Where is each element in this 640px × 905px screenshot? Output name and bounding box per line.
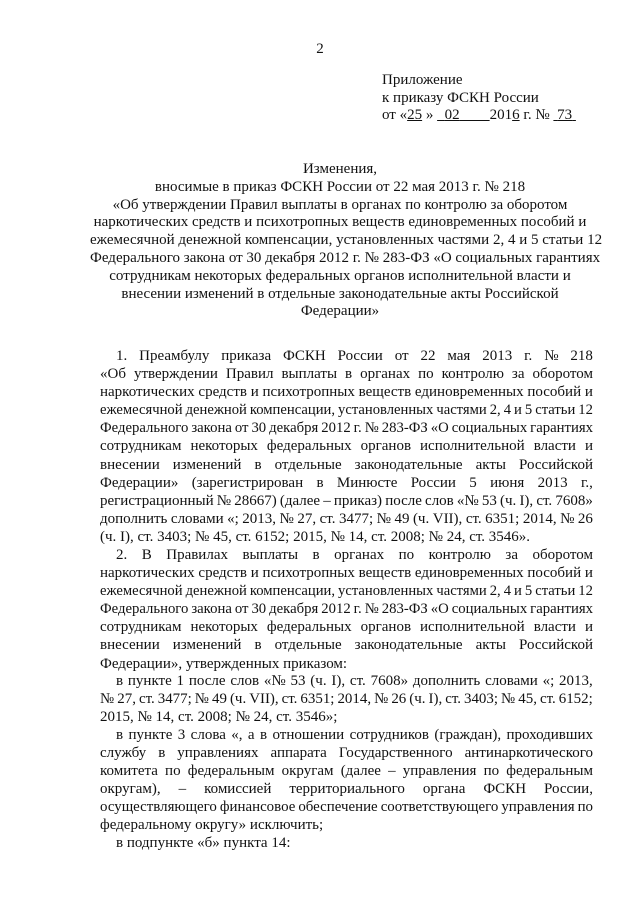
word: и: [584, 619, 593, 636]
header-line: вносимые в приказ ФСКН России от 22 мая 2013 г. № 218: [154, 178, 526, 195]
text-line: 2015, № 14, ст. 2008; № 24, ст. 3546»;: [100, 709, 338, 726]
word: ст.: [445, 691, 461, 708]
word: 5: [524, 402, 533, 419]
word: единовременных: [414, 565, 524, 582]
word: Правилах: [166, 547, 228, 563]
word: дополнить: [412, 673, 481, 689]
word: и: [250, 565, 259, 582]
date-year-prefix: 201: [489, 107, 513, 123]
word: в: [316, 474, 324, 491]
word: (зарегистрирован: [191, 474, 304, 491]
word: управления: [501, 799, 575, 816]
word: частями: [436, 402, 487, 419]
word: денежной: [185, 583, 247, 600]
text-line: [100, 419, 593, 437]
word: «Об: [100, 366, 126, 383]
text-line: [100, 600, 593, 618]
word: средств: [198, 384, 247, 401]
word: ст.: [281, 691, 298, 708]
word: приказ): [333, 492, 383, 509]
word: Российской: [519, 456, 593, 473]
order-number: 73: [557, 107, 573, 123]
word: оборотом: [532, 366, 593, 383]
word: (ч.: [500, 492, 517, 509]
word: 2013: [537, 474, 568, 491]
word: VII),: [249, 691, 279, 708]
word: ФСКН: [483, 781, 527, 798]
word: аппарата: [270, 745, 327, 762]
word: №: [216, 492, 232, 509]
word: 53: [290, 673, 306, 689]
word: пункте: [127, 673, 172, 689]
word: 6351;: [485, 510, 520, 527]
word: денежной: [185, 402, 247, 419]
date-year-suffix: 6: [512, 107, 520, 123]
text-line: федеральному округу» исключить;: [100, 817, 324, 834]
word: 27,: [117, 691, 136, 708]
paragraph-5: [100, 834, 593, 852]
date-mid: »: [422, 107, 438, 123]
text-line: [100, 690, 593, 708]
word: –: [178, 781, 187, 798]
word: 2,: [489, 583, 501, 600]
word: регистрационный: [100, 492, 214, 509]
word: в: [158, 745, 166, 762]
date-year-tail: г. №: [519, 107, 554, 123]
word: 2.: [116, 547, 128, 563]
word: по: [165, 763, 181, 780]
word: а: [247, 727, 255, 743]
word: отдельные: [274, 456, 342, 473]
word: I),: [428, 691, 443, 708]
text-line: Федерации», утвержденных приказом:: [100, 655, 348, 672]
word: 7608»: [555, 492, 593, 509]
word: закона: [191, 601, 232, 618]
word: 2,: [489, 402, 501, 419]
word: изменений: [172, 456, 242, 473]
word: №: [544, 348, 559, 364]
word: антинаркотического: [464, 745, 593, 762]
word: от: [234, 601, 249, 618]
word: словами: [485, 673, 538, 689]
word: сотрудникам: [100, 619, 182, 636]
word: 53: [481, 492, 497, 509]
word: ежемесячной: [100, 583, 183, 600]
word: в: [345, 366, 353, 383]
word: по: [418, 366, 434, 383]
page-number: 2: [316, 41, 324, 57]
word: №: [364, 420, 379, 437]
word: социальных: [451, 601, 528, 618]
word: 26: [577, 510, 593, 527]
word: и: [250, 384, 259, 401]
text-line: (ч. I), ст. 3403; № 45, ст. 6152; 2015, № 14, ст. 2008; № 24, ст. 3546».: [100, 528, 531, 545]
word: «;: [542, 673, 555, 689]
word: обеспечение: [298, 799, 378, 816]
word: Федерального: [100, 420, 189, 437]
word: 7608»: [370, 673, 409, 689]
word: 2013,: [242, 510, 277, 527]
word: ст.: [319, 510, 336, 527]
text-line: [100, 546, 593, 564]
word: «;: [227, 510, 239, 527]
word: 6351;: [300, 691, 335, 708]
word: 1: [176, 673, 185, 689]
word: (ч.: [412, 510, 430, 527]
word: (далее: [340, 763, 381, 780]
word: средств: [198, 565, 247, 582]
header-line: Федерального закона от 30 декабря 2012 г. № 283-ФЗ «О социальных гарантиях: [90, 249, 601, 266]
text-line: [100, 401, 593, 419]
word: законодательные: [354, 637, 463, 654]
word: слов: [230, 673, 260, 689]
word: веществ: [358, 565, 412, 582]
appendix-date-line: [382, 107, 576, 125]
word: 28667): [234, 492, 277, 509]
word: компенсации,: [249, 402, 335, 419]
word: внесении: [100, 637, 160, 654]
word: №: [100, 691, 115, 708]
paragraph-2: [100, 546, 593, 673]
word: 3477;: [338, 510, 374, 527]
word: России: [337, 348, 383, 364]
word: оборотом: [532, 547, 593, 563]
word: VII),: [432, 510, 463, 527]
word: России: [410, 474, 456, 491]
word: 26: [391, 691, 407, 708]
word: ежемесячной: [100, 402, 183, 419]
header-line: наркотических средств и психотропных веществ единовременных пособий и: [93, 214, 587, 231]
paragraph-1: [100, 347, 593, 546]
word: после: [188, 673, 226, 689]
paragraph-4: [100, 726, 593, 835]
word: и: [584, 438, 593, 455]
word: органах: [334, 547, 385, 563]
word: дополнить: [100, 510, 168, 527]
word: 2012: [321, 420, 351, 437]
word: и: [514, 583, 522, 600]
word: ст.: [349, 673, 366, 689]
word: 6152;: [558, 691, 593, 708]
word: выплаты: [242, 547, 299, 563]
text-line: [100, 365, 593, 383]
word: пособий: [527, 384, 582, 401]
word: 5: [524, 583, 533, 600]
word: наркотических: [100, 565, 195, 582]
word: г.,: [580, 474, 593, 491]
word: №: [194, 691, 210, 708]
text-line: [100, 510, 593, 528]
text-line: [100, 437, 593, 455]
word: 22: [420, 348, 436, 364]
word: июня: [490, 474, 525, 491]
word: 49: [394, 510, 410, 527]
word: №: [279, 510, 294, 527]
word: в: [312, 547, 320, 563]
word: утверждении: [133, 366, 218, 383]
word: сотрудникам: [100, 438, 182, 455]
word: (граждан),: [434, 727, 502, 743]
word: ФСКН: [283, 348, 326, 364]
word: управлениях: [177, 745, 259, 762]
word: –: [388, 763, 396, 780]
word: статьи: [535, 402, 576, 419]
word: в: [254, 637, 262, 654]
word: 5: [469, 474, 477, 491]
word: за: [505, 547, 518, 563]
word: словами: [170, 510, 224, 527]
word: 30: [251, 601, 267, 618]
text-line: [100, 780, 593, 798]
header-line: сотрудникам некоторых федеральных органов исполнительной власти и: [109, 267, 571, 284]
word: №: [501, 691, 516, 708]
word: и: [514, 402, 522, 419]
word: наркотических: [100, 384, 195, 401]
word: Федерации»: [100, 474, 179, 491]
appendix-order-ref: к приказу ФСКН России: [382, 89, 539, 106]
word: слова: [190, 727, 226, 743]
word: проходивших: [506, 727, 593, 743]
word: сотрудников: [349, 727, 429, 743]
word: №: [374, 691, 389, 708]
word: 4: [503, 583, 512, 600]
word: 1.: [116, 348, 128, 364]
word: округам: [281, 763, 334, 780]
text-line: [100, 474, 593, 492]
word: мая: [447, 348, 471, 364]
word: органа: [422, 781, 466, 798]
word: в: [116, 727, 124, 743]
word: и: [584, 384, 593, 401]
word: декабря: [269, 420, 319, 437]
date-prefix: от «: [382, 107, 408, 123]
word: статьи: [535, 583, 576, 600]
text-line: [100, 383, 593, 401]
word: 3: [177, 727, 186, 743]
word: 45,: [518, 691, 537, 708]
paragraph-3: [100, 672, 593, 726]
word: комиссией: [204, 781, 272, 798]
word: Преамбулу: [139, 348, 210, 364]
word: психотропных: [262, 565, 355, 582]
word: исполнительной: [420, 438, 525, 455]
word: №: [560, 510, 575, 527]
word: установленных: [338, 402, 434, 419]
word: 12: [578, 402, 593, 419]
word: г.: [353, 601, 362, 618]
word: пособий: [527, 565, 582, 582]
word: №: [376, 510, 391, 527]
word: №: [364, 601, 379, 618]
word: (ч.: [310, 673, 327, 689]
word: единовременных: [414, 384, 524, 401]
word: гарантиях: [530, 601, 593, 618]
word: (ч.: [409, 691, 426, 708]
word: федеральным: [506, 763, 593, 780]
word: ст.: [138, 691, 155, 708]
text-line: [100, 744, 593, 762]
word: ст.: [539, 691, 556, 708]
word: федеральных: [266, 438, 352, 455]
word: 283-ФЗ: [381, 601, 428, 618]
header-line: Изменения,: [302, 161, 378, 177]
header-line: Федерации»: [300, 303, 380, 320]
word: власти: [533, 438, 576, 455]
word: Правил: [225, 366, 274, 383]
word: исполнительной: [420, 619, 525, 636]
word: пункте: [128, 727, 173, 743]
word: законодательные: [354, 456, 463, 473]
word: от: [234, 420, 249, 437]
word: закона: [191, 420, 232, 437]
word: «№: [456, 492, 479, 509]
word: установленных: [338, 583, 434, 600]
word: акты: [475, 637, 507, 654]
text-line: [100, 636, 593, 654]
word: территориального: [289, 781, 405, 798]
word: 218: [570, 348, 593, 364]
date-day: 25: [407, 107, 423, 123]
word: (далее: [279, 492, 321, 509]
word: «О: [430, 601, 449, 618]
word: органов: [360, 438, 412, 455]
text-line: [100, 762, 593, 780]
word: и: [584, 565, 593, 582]
word: 2014,: [522, 510, 557, 527]
word: 2012: [321, 601, 351, 618]
word: приказа: [221, 348, 272, 364]
word: частями: [436, 583, 487, 600]
word: слов: [425, 492, 454, 509]
word: ст.: [536, 492, 553, 509]
word: управления: [402, 763, 477, 780]
word: в: [254, 456, 262, 473]
word: «,: [231, 727, 243, 743]
word: ст.: [465, 510, 482, 527]
word: федеральных: [266, 619, 352, 636]
word: контролю: [428, 547, 491, 563]
word: (ч.: [229, 691, 247, 708]
word: г.: [353, 420, 362, 437]
word: осуществляющего: [100, 799, 217, 816]
word: Минюсте: [336, 474, 398, 491]
word: 49: [212, 691, 227, 708]
word: 283-ФЗ: [381, 420, 428, 437]
word: федеральным: [187, 763, 275, 780]
word: В: [141, 547, 152, 563]
text-line: [100, 492, 593, 510]
word: психотропных: [262, 384, 355, 401]
word: в: [260, 727, 268, 743]
word: по: [483, 763, 500, 780]
word: отношении: [272, 727, 345, 743]
word: округам),: [100, 781, 161, 798]
word: веществ: [358, 384, 412, 401]
word: 4: [503, 402, 512, 419]
date-month: 02: [444, 107, 460, 123]
header-line: внесении изменений в отдельные законодательные акты Российской: [121, 285, 559, 302]
word: по: [398, 547, 415, 563]
text-line: [100, 456, 593, 474]
text-line: в подпункте «б» пункта 14:: [116, 835, 291, 851]
word: компенсации,: [249, 583, 335, 600]
word: 2013,: [559, 673, 593, 689]
text-line: [100, 726, 593, 744]
text-line: [100, 618, 593, 636]
word: I),: [519, 492, 534, 509]
word: отдельные: [274, 637, 342, 654]
word: Российской: [519, 637, 593, 654]
text-line: [100, 582, 593, 600]
word: –: [323, 492, 331, 509]
appendix-block: [382, 72, 576, 125]
word: соответствующего: [380, 799, 499, 816]
word: 30: [251, 420, 267, 437]
header-line: ежемесячной денежной компенсации, установленных частями 2, 4 и 5 статьи 12: [90, 232, 603, 249]
text-line: [100, 798, 593, 816]
word: комитета: [100, 763, 158, 780]
word: Федерального: [100, 601, 189, 618]
appendix-title: Приложение: [382, 72, 463, 88]
word: 2014,: [337, 691, 372, 708]
word: «О: [430, 420, 449, 437]
word: социальных: [451, 420, 528, 437]
word: 12: [578, 583, 593, 600]
word: «№: [263, 673, 286, 689]
changes-header: [90, 161, 603, 321]
word: за: [511, 366, 525, 383]
word: контролю: [441, 366, 504, 383]
word: власти: [533, 619, 576, 636]
word: в: [116, 673, 124, 689]
word: г.: [524, 348, 533, 364]
word: после: [385, 492, 422, 509]
word: финансовое: [219, 799, 296, 816]
text-line: [100, 347, 593, 365]
header-line: «Об утверждении Правил выплаты в органах по контролю за оборотом: [112, 196, 568, 213]
word: некоторых: [190, 438, 258, 455]
word: органов: [360, 619, 412, 636]
word: органах: [360, 366, 411, 383]
word: гарантиях: [530, 420, 593, 437]
word: выплаты: [281, 366, 338, 383]
text-line: [100, 672, 593, 690]
word: 2013: [482, 348, 513, 364]
word: изменений: [172, 637, 242, 654]
word: внесении: [100, 456, 160, 473]
word: от: [394, 348, 409, 364]
word: I),: [331, 673, 346, 689]
word: России,: [544, 781, 593, 798]
word: 3403;: [463, 691, 498, 708]
word: декабря: [269, 601, 319, 618]
word: Государственного: [338, 745, 453, 762]
text-line: [100, 564, 593, 582]
word: по: [577, 799, 593, 816]
word: 3477;: [157, 691, 192, 708]
word: акты: [475, 456, 507, 473]
word: некоторых: [190, 619, 258, 636]
word: 27,: [297, 510, 317, 527]
word: службу: [100, 745, 147, 762]
